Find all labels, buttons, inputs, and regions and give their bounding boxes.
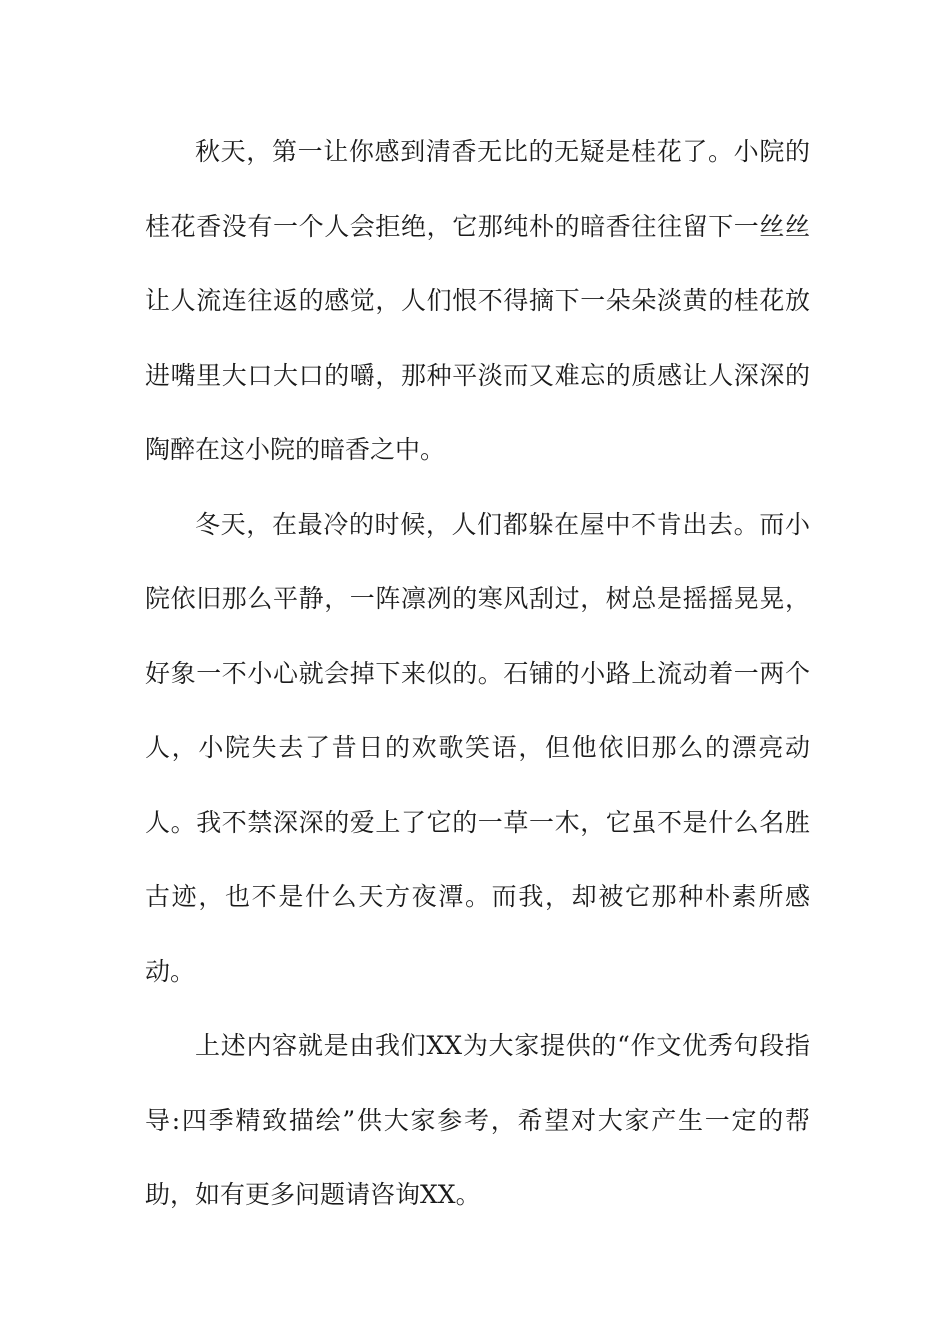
paragraph-closing: 上述内容就是由我们XX为大家提供的“作文优秀句段指导:四季精致描绘”供大家参考，希望对大家产生一定的帮助，如有更多问题请咨询XX。 [145,1031,810,1209]
document-body [145,115,810,1233]
paragraph-winter: 冬天，在最冷的时候，人们都躲在屋中不肯出去。而小院依旧那么平静，一阵凛冽的寒风刮过，树总是摇摇晃晃，好象一不小心就会掉下来似的。石铺的小路上流动着一两个人，小院失去了昔日的欢歌笑语，但他依旧那么的漂亮动人。我不禁深深的爱上了它的一草一木，它虽不是什么名胜古迹，也不是什么天方夜潭。而我，却被它那种朴素所感动。 [145,509,810,986]
paragraph-autumn: 秋天，第一让你感到清香无比的无疑是桂花了。小院的桂花香没有一个人会拒绝，它那纯朴的暗香往往留下一丝丝让人流连往返的感觉，人们恨不得摘下一朵朵淡黄的桂花放进嘴里大口大口的嚼，那种平淡而又难忘的质感让人深深的陶醉在这小院的暗香之中。 [145,137,810,464]
